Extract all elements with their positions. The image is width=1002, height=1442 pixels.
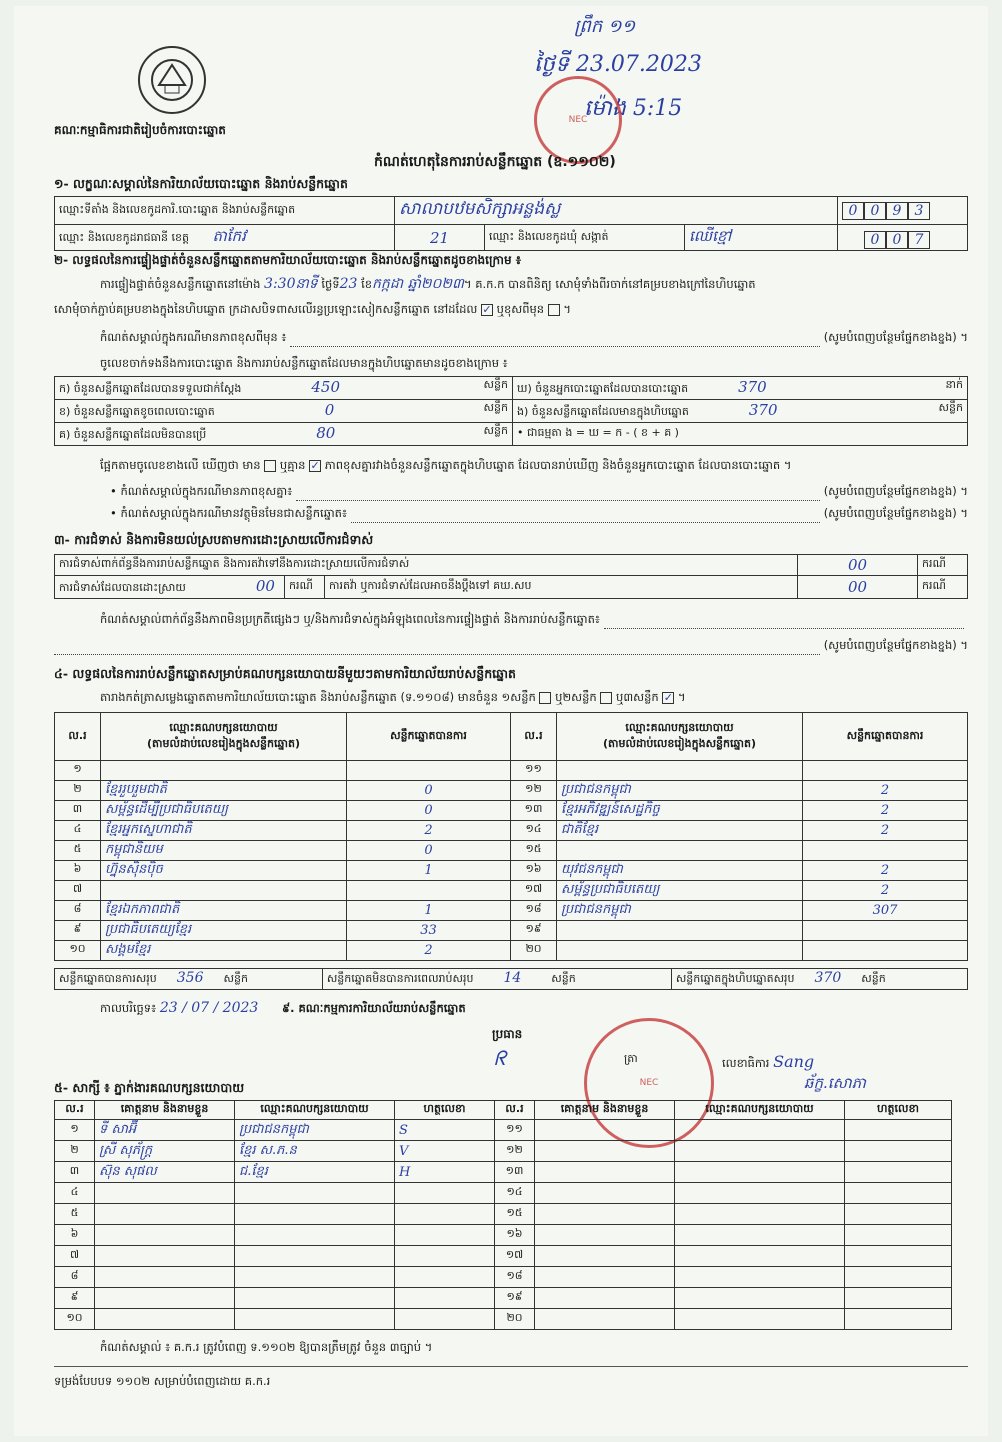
result-party: ខ្មែរឯកភាពជាតិ bbox=[101, 900, 347, 920]
result-party: ខ្មែរអ្នកស្នេហាជាតិ bbox=[101, 820, 347, 840]
s3-note-line: (សូមបំពេញបន្ថែមផ្នែកខាងខ្នង) ។ bbox=[54, 638, 968, 655]
witness-name: ស្រី សុភ័ក្ត្រ bbox=[95, 1141, 235, 1162]
witness-no: ១៩ bbox=[495, 1288, 535, 1309]
col-party: ឈ្មោះគណបក្សនយោបាយ (តាមលំដាប់លេខរៀងក្នុងសន្លឹកឆ្នោត) bbox=[101, 713, 347, 761]
result-votes: 0 bbox=[347, 780, 511, 800]
s4-summary-table bbox=[54, 968, 968, 990]
witness-name bbox=[95, 1288, 235, 1309]
result-no: ១៥ bbox=[511, 840, 557, 860]
result-no: ១ bbox=[55, 761, 101, 781]
result-party bbox=[557, 761, 803, 781]
witness-name bbox=[535, 1204, 675, 1225]
witness-party bbox=[675, 1141, 845, 1162]
result-no: ២០ bbox=[511, 940, 557, 960]
witness-no: ៩ bbox=[55, 1288, 95, 1309]
result-party bbox=[557, 940, 803, 960]
witness-signature bbox=[845, 1288, 952, 1309]
result-no: ១១ bbox=[511, 761, 557, 781]
s2-count-row: ខ) ចំនួនសន្លឹកឆ្នោតខូចពេលបោះឆ្នោត 0 សន្លឹក ង) ចំនួនសន្លឹកឆ្នោតដែលមានក្នុងហិបឆ្នោត 370 សន្លឹក bbox=[55, 400, 968, 423]
result-party: កម្ពុជានិយម bbox=[101, 840, 347, 860]
result-votes: 0 bbox=[347, 840, 511, 860]
witness-name bbox=[535, 1120, 675, 1141]
witness-no: ១៨ bbox=[495, 1267, 535, 1288]
s2-count-row: គ) ចំនួនសន្លឹកឆ្នោតដែលមិនបានប្រើ 80 សន្លឹក • ជាធម្មតា ង = ឃ = ក - ( ខ + គ ) bbox=[55, 423, 968, 446]
witness-signature: S bbox=[395, 1120, 495, 1141]
result-party: សង្គមខ្មែរ bbox=[101, 940, 347, 960]
official-stamp-top: NEC bbox=[534, 76, 622, 164]
stamp-label: ត្រា bbox=[624, 1052, 638, 1065]
s1-commune-value: ឈើខ្មៅ bbox=[685, 225, 838, 251]
s1-row1-code: 0 0 9 3 bbox=[838, 197, 968, 225]
col-no: ល.រ bbox=[55, 713, 101, 761]
handwritten-time: ម៉ោង 5:15 bbox=[584, 96, 683, 121]
s5-title: ៥- សាក្សី ៖ ភ្នាក់ងារគណបក្សនយោបាយ bbox=[54, 1080, 245, 1095]
result-no: ១៦ bbox=[511, 860, 557, 880]
witness-row bbox=[55, 1162, 952, 1183]
result-party: ប្រជាធិបតេយ្យខ្មែរ bbox=[101, 920, 347, 940]
witness-no: ៤ bbox=[55, 1183, 95, 1204]
col-votes: សន្លឹកឆ្នោតបានការ bbox=[347, 713, 511, 761]
witness-name bbox=[95, 1246, 235, 1267]
result-votes: 2 bbox=[803, 880, 968, 900]
checkbox-3-sheets[interactable]: ✓ bbox=[663, 690, 673, 704]
w-col-sig: ហត្ថលេខា bbox=[845, 1101, 952, 1120]
result-party: ហ្វ៊ុនស៊ិនប៉ិច bbox=[101, 860, 347, 880]
witness-party bbox=[675, 1288, 845, 1309]
s4-intro: តារាងកត់ត្រាសម្លេងឆ្នោតតាមការិយាល័យបោះឆ្នោត និងរាប់សន្លឹកឆ្នោត (ទ.១១០៨) មានចំនួន ១សន្លឹក ឬ២សន្លឹក ឬ៣សន្លឹក ✓ ។ bbox=[100, 690, 686, 704]
witness-name bbox=[535, 1141, 675, 1162]
s3-row1-value: 00 bbox=[798, 555, 918, 576]
witness-party: ប្រជាជនកម្ពុជា bbox=[235, 1120, 395, 1141]
handwritten-date: ថ្ងៃទី 23.07.2023 bbox=[534, 52, 702, 77]
result-no: ៥ bbox=[55, 840, 101, 860]
witness-no: ១២ bbox=[495, 1141, 535, 1162]
result-row bbox=[55, 920, 968, 940]
result-votes bbox=[803, 761, 968, 781]
witness-party: ខ្មែរ ស.ភ.ន bbox=[235, 1141, 395, 1162]
witness-no: ១៣ bbox=[495, 1162, 535, 1183]
witness-party bbox=[235, 1183, 395, 1204]
s2-para2: សោមុំចាក់ភ្ជាប់គម្របខាងក្នុងនៃហិបឆ្នោត ក្រដាសបិទពាសលើរន្ធប្រឡោះសៀកសន្លឹកឆ្នោត នៅដដែល ✓ ឬខុសពីមុន ។ bbox=[54, 302, 572, 316]
s3-row2b-value: 00 bbox=[798, 576, 918, 599]
witness-row bbox=[55, 1204, 952, 1225]
result-votes: 0 bbox=[347, 800, 511, 820]
w-col-name: គោត្តនាម និងនាមខ្លួន bbox=[535, 1101, 675, 1120]
witness-no: ១ bbox=[55, 1120, 95, 1141]
result-party: ខ្មែររួបរួមជាតិ bbox=[101, 780, 347, 800]
witness-name bbox=[535, 1183, 675, 1204]
s4-title: ៤- លទ្ធផលនៃការរាប់សន្លឹកឆ្នោតសម្រាប់គណបក្សនយោបាយនីមួយៗតាមការិយាល័យរាប់សន្លឹកឆ្នោត bbox=[54, 666, 516, 681]
result-party: ប្រជាជនកម្ពុជា bbox=[557, 900, 803, 920]
witness-name bbox=[535, 1288, 675, 1309]
s2-para1: ការផ្ទៀងផ្ទាត់ចំនួនសន្លឹកឆ្នោតនៅម៉ោង 3:30នាទី ថ្ងៃទី23 ខែកក្កដា ឆ្នាំ២០២៣។ គ.ក.ក បានពិនិត្យ សោមុំទាំងពីរចាក់នៅគម្របខាងក្រៅនៃហិបឆ្នោត bbox=[100, 276, 756, 292]
result-party bbox=[101, 880, 347, 900]
witness-no: ១៦ bbox=[495, 1225, 535, 1246]
witness-row bbox=[55, 1141, 952, 1162]
sum-invalid: សន្លឹកឆ្នោតមិនបានការពេលរាប់សរុប 14 សន្លឹក bbox=[322, 969, 671, 990]
result-no: ១២ bbox=[511, 780, 557, 800]
witness-no: ២ bbox=[55, 1141, 95, 1162]
result-votes bbox=[347, 880, 511, 900]
result-no: ៧ bbox=[55, 880, 101, 900]
witness-no: ១៤ bbox=[495, 1183, 535, 1204]
checkbox-has-diff[interactable] bbox=[264, 460, 276, 472]
witness-signature bbox=[845, 1141, 952, 1162]
witness-name: ទី សាអ៊ី bbox=[95, 1120, 235, 1141]
result-row bbox=[55, 800, 968, 820]
witness-row bbox=[55, 1225, 952, 1246]
result-no: ១៤ bbox=[511, 820, 557, 840]
s1-province-code: 21 bbox=[395, 225, 485, 251]
divider bbox=[54, 1366, 968, 1367]
witness-party bbox=[675, 1162, 845, 1183]
checkbox-2-sheets[interactable] bbox=[600, 692, 612, 704]
witness-signature bbox=[845, 1267, 952, 1288]
witness-party bbox=[235, 1225, 395, 1246]
witness-party bbox=[675, 1309, 845, 1330]
witness-name bbox=[535, 1246, 675, 1267]
result-party bbox=[557, 920, 803, 940]
s2-count-table bbox=[54, 376, 968, 446]
result-no: ១៧ bbox=[511, 880, 557, 900]
witness-party bbox=[235, 1267, 395, 1288]
witness-name bbox=[535, 1162, 675, 1183]
sum-total: សន្លឹកឆ្នោតក្នុងហិបឆ្នោតសរុប 370 សន្លឹក bbox=[671, 969, 967, 990]
result-party: ខ្មែរអភិវឌ្ឍន៍សេដ្ឋកិច្ច bbox=[557, 800, 803, 820]
witness-row bbox=[55, 1120, 952, 1141]
result-no: ៤ bbox=[55, 820, 101, 840]
witness-name bbox=[535, 1267, 675, 1288]
s3-row2b-label: ការតវ៉ា ឬការជំទាស់ដែលអាចនឹងប្តឹងទៅ គឃ.សប bbox=[325, 576, 798, 599]
witness-signature bbox=[845, 1225, 952, 1246]
witness-row bbox=[55, 1183, 952, 1204]
result-votes bbox=[803, 840, 968, 860]
result-votes: 2 bbox=[347, 820, 511, 840]
witness-name bbox=[95, 1309, 235, 1330]
secretary-name: ឆ័ក្ខ.សោភា bbox=[804, 1074, 866, 1092]
chair-label: ប្រធាន bbox=[492, 1027, 523, 1041]
s2-note1: កំណត់សម្គាល់ក្នុងករណីមានភាពខុសពីមុន ៖ (សូមបំពេញបន្ថែមផ្នែកខាងខ្នង) ។ bbox=[100, 330, 968, 347]
result-row bbox=[55, 761, 968, 781]
result-votes: 2 bbox=[803, 820, 968, 840]
s5-note: កំណត់សម្គាល់ ៖ គ.ក.រ ត្រូវបំពេញ ទ.១១០២ ឱ្យបានត្រឹមត្រូវ ចំនួន ៣ច្បាប់ ។ bbox=[100, 1340, 433, 1354]
s3-row1-label: ការជំទាស់ពាក់ព័ន្ធនឹងការរាប់សន្លឹកឆ្នោត និងការតវ៉ាទៅនឹងការដោះស្រាយលើការជំទាស់ bbox=[55, 555, 798, 576]
result-votes bbox=[803, 940, 968, 960]
w-col-no: ល.រ bbox=[495, 1101, 535, 1120]
form-footer: ទម្រង់បែបបទ ១១០២ សម្រាប់បំពេញដោយ គ.ក.រ bbox=[54, 1374, 271, 1388]
witness-name bbox=[95, 1225, 235, 1246]
result-row bbox=[55, 860, 968, 880]
witness-no: ៥ bbox=[55, 1204, 95, 1225]
result-votes: 1 bbox=[347, 900, 511, 920]
s4-date: កាលបរិច្ឆេទ៖ 23 / 07 / 2023 ៩. គណៈកម្មការការិយាល័យរាប់សន្លឹកឆ្នោត bbox=[100, 1000, 466, 1016]
result-votes: 33 bbox=[347, 920, 511, 940]
witness-signature bbox=[845, 1120, 952, 1141]
witness-signature bbox=[395, 1246, 495, 1267]
result-row bbox=[55, 880, 968, 900]
checkbox-1-sheet[interactable] bbox=[539, 692, 551, 704]
secretary-label: លេខាធិការ Sang bbox=[722, 1052, 815, 1071]
witness-no: ១០ bbox=[55, 1309, 95, 1330]
s3-table: ការជំទាស់ពាក់ព័ន្ធនឹងការរាប់សន្លឹកឆ្នោត និងការតវ៉ាទៅនឹងការដោះស្រាយលើការជំទាស់ 00 ករណី ការជំទាស់ដែលបានដោះស្រាយ 00 ករណី ការតវ៉ា ឬការជំទាស់ដែលអាចនឹងប្តឹងទៅ គឃ.សប 00 ករណី bbox=[54, 554, 968, 599]
result-votes: 2 bbox=[803, 780, 968, 800]
result-votes: 2 bbox=[347, 940, 511, 960]
sum-valid: សន្លឹកឆ្នោតបានការសរុប 356 សន្លឹក bbox=[55, 969, 323, 990]
s2-count-row: ក) ចំនួនសន្លឹកឆ្នោតដែលបានទទួលជាក់ស្តែង 450 សន្លឹក ឃ) ចំនួនអ្នកបោះឆ្នោតដែលបានបោះឆ្នោត 370 នាក់ bbox=[55, 377, 968, 400]
s3-title: ៣- ការជំទាស់ និងការមិនយល់ស្របតាមការដោះស្រាយលើការជំទាស់ bbox=[54, 532, 374, 547]
form-sheet bbox=[14, 6, 988, 1436]
witness-no: ៨ bbox=[55, 1267, 95, 1288]
witness-party bbox=[235, 1204, 395, 1225]
witness-no: ១៧ bbox=[495, 1246, 535, 1267]
s3-note: កំណត់សម្គាល់ពាក់ព័ន្ធនឹងភាពមិនប្រក្រតីផ្សេងៗ ឬ/និងការជំទាស់ក្នុងអំឡុងពេលនៃការផ្ទៀងផ្ទាត់ និងការរាប់សន្លឹកឆ្នោត៖ bbox=[100, 612, 968, 629]
witness-party bbox=[675, 1225, 845, 1246]
col-party: ឈ្មោះគណបក្សនយោបាយ (តាមលំដាប់លេខរៀងក្នុងសន្លឹកឆ្នោត) bbox=[557, 713, 803, 761]
col-no: ល.រ bbox=[511, 713, 557, 761]
s1-row2-label: ឈ្មោះ និងលេខកូដរាជធានី ខេត្ត តាកែវ bbox=[55, 225, 395, 251]
witness-party bbox=[235, 1288, 395, 1309]
result-no: ២ bbox=[55, 780, 101, 800]
s1-commune-label: ឈ្មោះ និងលេខកូដឃុំ សង្កាត់ bbox=[485, 225, 685, 251]
result-no: ៦ bbox=[55, 860, 101, 880]
result-no: ១០ bbox=[55, 940, 101, 960]
nec-emblem bbox=[138, 46, 206, 114]
witness-party: ជ.ខ្មែរ bbox=[235, 1162, 395, 1183]
witness-signature bbox=[845, 1246, 952, 1267]
witness-name bbox=[535, 1225, 675, 1246]
result-no: ១៣ bbox=[511, 800, 557, 820]
s5-witness-table bbox=[54, 1100, 952, 1330]
witness-party bbox=[675, 1183, 845, 1204]
result-votes bbox=[347, 761, 511, 781]
witness-signature: V bbox=[395, 1141, 495, 1162]
witness-signature bbox=[845, 1309, 952, 1330]
witness-name bbox=[535, 1309, 675, 1330]
s3-unit: ករណី bbox=[918, 555, 968, 576]
w-col-name: គោត្តនាម និងនាមខ្លួន bbox=[95, 1101, 235, 1120]
witness-name bbox=[95, 1204, 235, 1225]
witness-row bbox=[55, 1309, 952, 1330]
witness-signature bbox=[845, 1162, 952, 1183]
witness-signature bbox=[845, 1183, 952, 1204]
witness-signature bbox=[395, 1288, 495, 1309]
witness-row bbox=[55, 1267, 952, 1288]
witness-no: ៧ bbox=[55, 1246, 95, 1267]
result-no: ១៩ bbox=[511, 920, 557, 940]
handwritten-note: ព្រឹក ១១ bbox=[574, 16, 636, 37]
result-row bbox=[55, 820, 968, 840]
result-row bbox=[55, 840, 968, 860]
checkbox-no-diff[interactable]: ✓ bbox=[310, 458, 320, 472]
result-no: ៩ bbox=[55, 920, 101, 940]
result-row bbox=[55, 940, 968, 960]
checkbox-different[interactable] bbox=[548, 304, 560, 316]
witness-no: ២០ bbox=[495, 1309, 535, 1330]
result-party: ជាតិខ្មែរ bbox=[557, 820, 803, 840]
result-votes: 2 bbox=[803, 800, 968, 820]
org-name: គណៈកម្មាធិការជាតិរៀបចំការបោះឆ្នោត bbox=[54, 123, 226, 137]
result-party: សម្ព័ន្ធដើម្បីប្រជាធិបតេយ្យ bbox=[101, 800, 347, 820]
witness-name: ស៊ុន សុផល bbox=[95, 1162, 235, 1183]
s2-bullet2: • កំណត់សម្គាល់ក្នុងករណីមានវត្ថុមិនមែនជាសន្លឹកឆ្នោត៖ (សូមបំពេញបន្ថែមផ្នែកខាងខ្នង) ។ bbox=[110, 506, 968, 523]
s1-title: ១- លក្ខណៈសម្គាល់នៃការិយាល័យបោះឆ្នោត និងរាប់សន្លឹកឆ្នោត bbox=[54, 176, 348, 191]
result-party bbox=[557, 840, 803, 860]
witness-no: ៦ bbox=[55, 1225, 95, 1246]
s1-row1-value: សាលាបឋមសិក្សាអន្លង់ស្ល bbox=[395, 197, 838, 225]
official-stamp-bottom: NEC bbox=[584, 1018, 714, 1148]
witness-party bbox=[235, 1246, 395, 1267]
w-col-no: ល.រ bbox=[55, 1101, 95, 1120]
result-no: ៨ bbox=[55, 900, 101, 920]
result-row bbox=[55, 780, 968, 800]
witness-no: ១៥ bbox=[495, 1204, 535, 1225]
witness-party bbox=[675, 1246, 845, 1267]
witness-signature bbox=[395, 1183, 495, 1204]
s2-title: ២- លទ្ធផលនៃការផ្ទៀងផ្ទាត់ចំនួនសន្លឹកឆ្នោតតាមការិយាល័យបោះឆ្នោត និងរាប់សន្លឹកឆ្នោតដូចខាងក្រោម ៖ bbox=[54, 253, 522, 267]
result-votes: 1 bbox=[347, 860, 511, 880]
s1-row2-code: 0 0 7 bbox=[838, 225, 968, 251]
result-no: ១៨ bbox=[511, 900, 557, 920]
witness-party bbox=[675, 1204, 845, 1225]
witness-signature bbox=[395, 1204, 495, 1225]
witness-row bbox=[55, 1246, 952, 1267]
checkbox-same[interactable]: ✓ bbox=[482, 302, 492, 316]
witness-name bbox=[95, 1183, 235, 1204]
chair-signature: ᖇ bbox=[494, 1046, 506, 1070]
s1-table bbox=[54, 196, 968, 251]
witness-signature bbox=[395, 1267, 495, 1288]
result-party: សម្ព័ន្ធប្រជាធិបតេយ្យ bbox=[557, 880, 803, 900]
result-votes: 307 bbox=[803, 900, 968, 920]
result-no: ៣ bbox=[55, 800, 101, 820]
w-col-party: ឈ្មោះគណបក្សនយោបាយ bbox=[235, 1101, 395, 1120]
result-votes bbox=[803, 920, 968, 940]
s4-results-table bbox=[54, 712, 968, 961]
s1-row1-label: ឈ្មោះទីតាំង និងលេខកូដការិ.បោះឆ្នោត និងរាប់សន្លឹកឆ្នោត bbox=[55, 197, 395, 225]
s2-bullet1: • កំណត់សម្គាល់ក្នុងករណីមានភាពខុសគ្នា៖ (សូមបំពេញបន្ថែមផ្នែកខាងខ្នង) ។ bbox=[110, 484, 968, 501]
witness-name bbox=[95, 1267, 235, 1288]
witness-party bbox=[675, 1267, 845, 1288]
witness-row bbox=[55, 1288, 952, 1309]
emblem-icon bbox=[147, 55, 197, 105]
witness-party bbox=[675, 1120, 845, 1141]
w-col-party: ឈ្មោះគណបក្សនយោបាយ bbox=[675, 1101, 845, 1120]
witness-signature bbox=[395, 1309, 495, 1330]
result-row bbox=[55, 900, 968, 920]
form-title: កំណត់ហេតុនៃការរាប់សន្លឹកឆ្នោត (ឧ.១១០២) bbox=[374, 154, 616, 170]
s3-unit: ករណី bbox=[918, 576, 968, 599]
result-votes: 2 bbox=[803, 860, 968, 880]
witness-signature: H bbox=[395, 1162, 495, 1183]
col-votes: សន្លឹកឆ្នោតបានការ bbox=[803, 713, 968, 761]
witness-no: ៣ bbox=[55, 1162, 95, 1183]
w-col-sig: ហត្ថលេខា bbox=[395, 1101, 495, 1120]
witness-signature bbox=[395, 1225, 495, 1246]
result-party bbox=[101, 761, 347, 781]
s3-unit: ករណី bbox=[285, 576, 325, 599]
result-party: យុវជនកម្ពុជា bbox=[557, 860, 803, 880]
s2-para4: ផ្អែកតាមចូលេខខាងលើ ឃើញថា មាន ឬគ្មាន ✓ ភាពខុសគ្នារវាងចំនួនសន្លឹកឆ្នោតក្នុងហិបឆ្នោត ដែលបានរាប់ឃើញ និងចំនួនអ្នកបោះឆ្នោត ដែលបានបោះឆ្នោត ។ bbox=[100, 458, 792, 472]
witness-party bbox=[235, 1309, 395, 1330]
result-party: ប្រជាជនកម្ពុជា bbox=[557, 780, 803, 800]
witness-no: ១១ bbox=[495, 1120, 535, 1141]
s2-para3: ចូលេខចាក់ទងនឹងការបោះឆ្នោត និងការរាប់សន្លឹកឆ្នោតដែលមានក្នុងហិបឆ្នោតមានដូចខាងក្រោម ៖ bbox=[100, 356, 508, 370]
witness-signature bbox=[845, 1204, 952, 1225]
